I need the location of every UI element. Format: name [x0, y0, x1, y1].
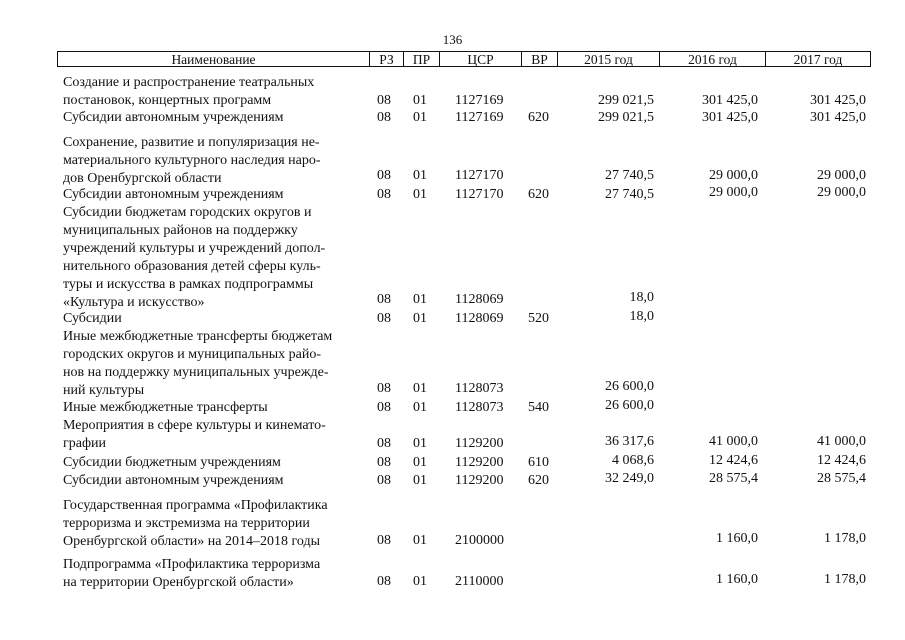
row-2016: 1 160,0	[716, 531, 758, 546]
row-2017: 301 425,0	[810, 110, 866, 125]
row-name: Субсидии бюджетам городских округов и муниципальных районов на поддержку учреждений культуры и учреждений допол- нительного образования детей сферы куль- туры и искусства в рамках подпрограммы «Культура и искусство»	[63, 205, 326, 310]
row-pr: 01	[413, 292, 427, 307]
row-2017: 1 178,0	[824, 572, 866, 587]
row-rz: 08	[377, 93, 391, 108]
header-pr: ПР	[404, 51, 440, 67]
row-2016: 28 575,4	[709, 471, 758, 486]
row-2016: 301 425,0	[702, 110, 758, 125]
header-rz: РЗ	[370, 51, 404, 67]
row-2017: 28 575,4	[817, 471, 866, 486]
row-2015: 18,0	[629, 290, 654, 305]
row-csr: 1129200	[455, 473, 504, 488]
row-vr: 620	[528, 110, 549, 125]
row-name: Мероприятия в сфере культуры и кинемато- графии	[63, 418, 326, 451]
row-pr: 01	[413, 455, 427, 470]
row-2017: 41 000,0	[817, 434, 866, 449]
row-pr: 01	[413, 400, 427, 415]
row-pr: 01	[413, 436, 427, 451]
row-rz: 08	[377, 110, 391, 125]
row-name: Подпрограмма «Профилактика терроризма на территории Оренбургской области»	[63, 557, 321, 590]
row-vr: 520	[528, 311, 549, 326]
row-rz: 08	[377, 436, 391, 451]
row-2015: 27 740,5	[605, 168, 654, 183]
row-pr: 01	[413, 473, 427, 488]
row-rz: 08	[377, 292, 391, 307]
row-csr: 1127169	[455, 93, 504, 108]
row-pr: 01	[413, 168, 427, 183]
row-2015: 299 021,5	[598, 110, 654, 125]
row-pr: 01	[413, 311, 427, 326]
page-number: 136	[442, 32, 463, 47]
row-vr: 620	[528, 187, 549, 202]
row-csr: 1127170	[455, 168, 504, 183]
row-2016: 12 424,6	[709, 453, 758, 468]
row-name: Иные межбюджетные трансферты	[63, 400, 268, 415]
row-name: Иные межбюджетные трансферты бюджетам городских округов и муниципальных райо- нов на поддержку муниципальных учрежде- ний культуры	[63, 329, 333, 398]
row-rz: 08	[377, 168, 391, 183]
row-csr: 2100000	[455, 533, 504, 548]
row-2017: 301 425,0	[810, 93, 866, 108]
row-vr: 620	[528, 473, 549, 488]
row-pr: 01	[413, 187, 427, 202]
row-rz: 08	[377, 187, 391, 202]
row-pr: 01	[413, 110, 427, 125]
row-csr: 1127169	[455, 110, 504, 125]
row-2017: 1 178,0	[824, 531, 866, 546]
header-2017: 2017 год	[766, 51, 871, 67]
row-2015: 27 740,5	[605, 187, 654, 202]
row-2015: 299 021,5	[598, 93, 654, 108]
row-2017: 12 424,6	[817, 453, 866, 468]
row-name: Субсидии бюджетным учреждениям	[63, 455, 281, 470]
row-csr: 1129200	[455, 436, 504, 451]
row-csr: 1128073	[455, 400, 504, 415]
row-name: Создание и распространение театральных постановок, концертных программ	[63, 75, 315, 108]
row-2015: 36 317,6	[605, 434, 654, 449]
row-rz: 08	[377, 574, 391, 589]
row-pr: 01	[413, 381, 427, 396]
row-name: Сохранение, развитие и популяризация не- материального культурного наследия наро- дов Оренбургской области	[63, 135, 321, 186]
row-2016: 29 000,0	[709, 168, 758, 183]
row-2016: 301 425,0	[702, 93, 758, 108]
row-csr: 2110000	[455, 574, 504, 589]
row-rz: 08	[377, 533, 391, 548]
row-pr: 01	[413, 574, 427, 589]
header-csr: ЦСР	[440, 51, 522, 67]
row-rz: 08	[377, 311, 391, 326]
row-rz: 08	[377, 455, 391, 470]
row-name: Субсидии автономным учреждениям	[63, 110, 284, 125]
header-2016: 2016 год	[660, 51, 766, 67]
row-name: Субсидии автономным учреждениям	[63, 473, 284, 488]
row-name: Субсидии	[63, 311, 122, 326]
row-rz: 08	[377, 381, 391, 396]
header-vr: ВР	[522, 51, 558, 67]
header-2015: 2015 год	[558, 51, 660, 67]
row-2015: 26 600,0	[605, 379, 654, 394]
row-csr: 1128069	[455, 292, 504, 307]
row-2017: 29 000,0	[817, 168, 866, 183]
row-csr: 1128069	[455, 311, 504, 326]
row-2015: 4 068,6	[612, 453, 654, 468]
row-2015: 18,0	[629, 309, 654, 324]
row-csr: 1129200	[455, 455, 504, 470]
row-pr: 01	[413, 93, 427, 108]
row-2016: 1 160,0	[716, 572, 758, 587]
row-2015: 26 600,0	[605, 398, 654, 413]
row-csr: 1127170	[455, 187, 504, 202]
row-rz: 08	[377, 400, 391, 415]
row-2016: 29 000,0	[709, 185, 758, 200]
row-name: Государственная программа «Профилактика терроризма и экстремизма на территории Оренбургской области» на 2014–2018 годы	[63, 498, 328, 549]
row-2016: 41 000,0	[709, 434, 758, 449]
row-rz: 08	[377, 473, 391, 488]
row-vr: 540	[528, 400, 549, 415]
row-csr: 1128073	[455, 381, 504, 396]
row-vr: 610	[528, 455, 549, 470]
row-pr: 01	[413, 533, 427, 548]
header-name: Наименование	[57, 51, 370, 67]
row-2015: 32 249,0	[605, 471, 654, 486]
row-2017: 29 000,0	[817, 185, 866, 200]
row-name: Субсидии автономным учреждениям	[63, 187, 284, 202]
